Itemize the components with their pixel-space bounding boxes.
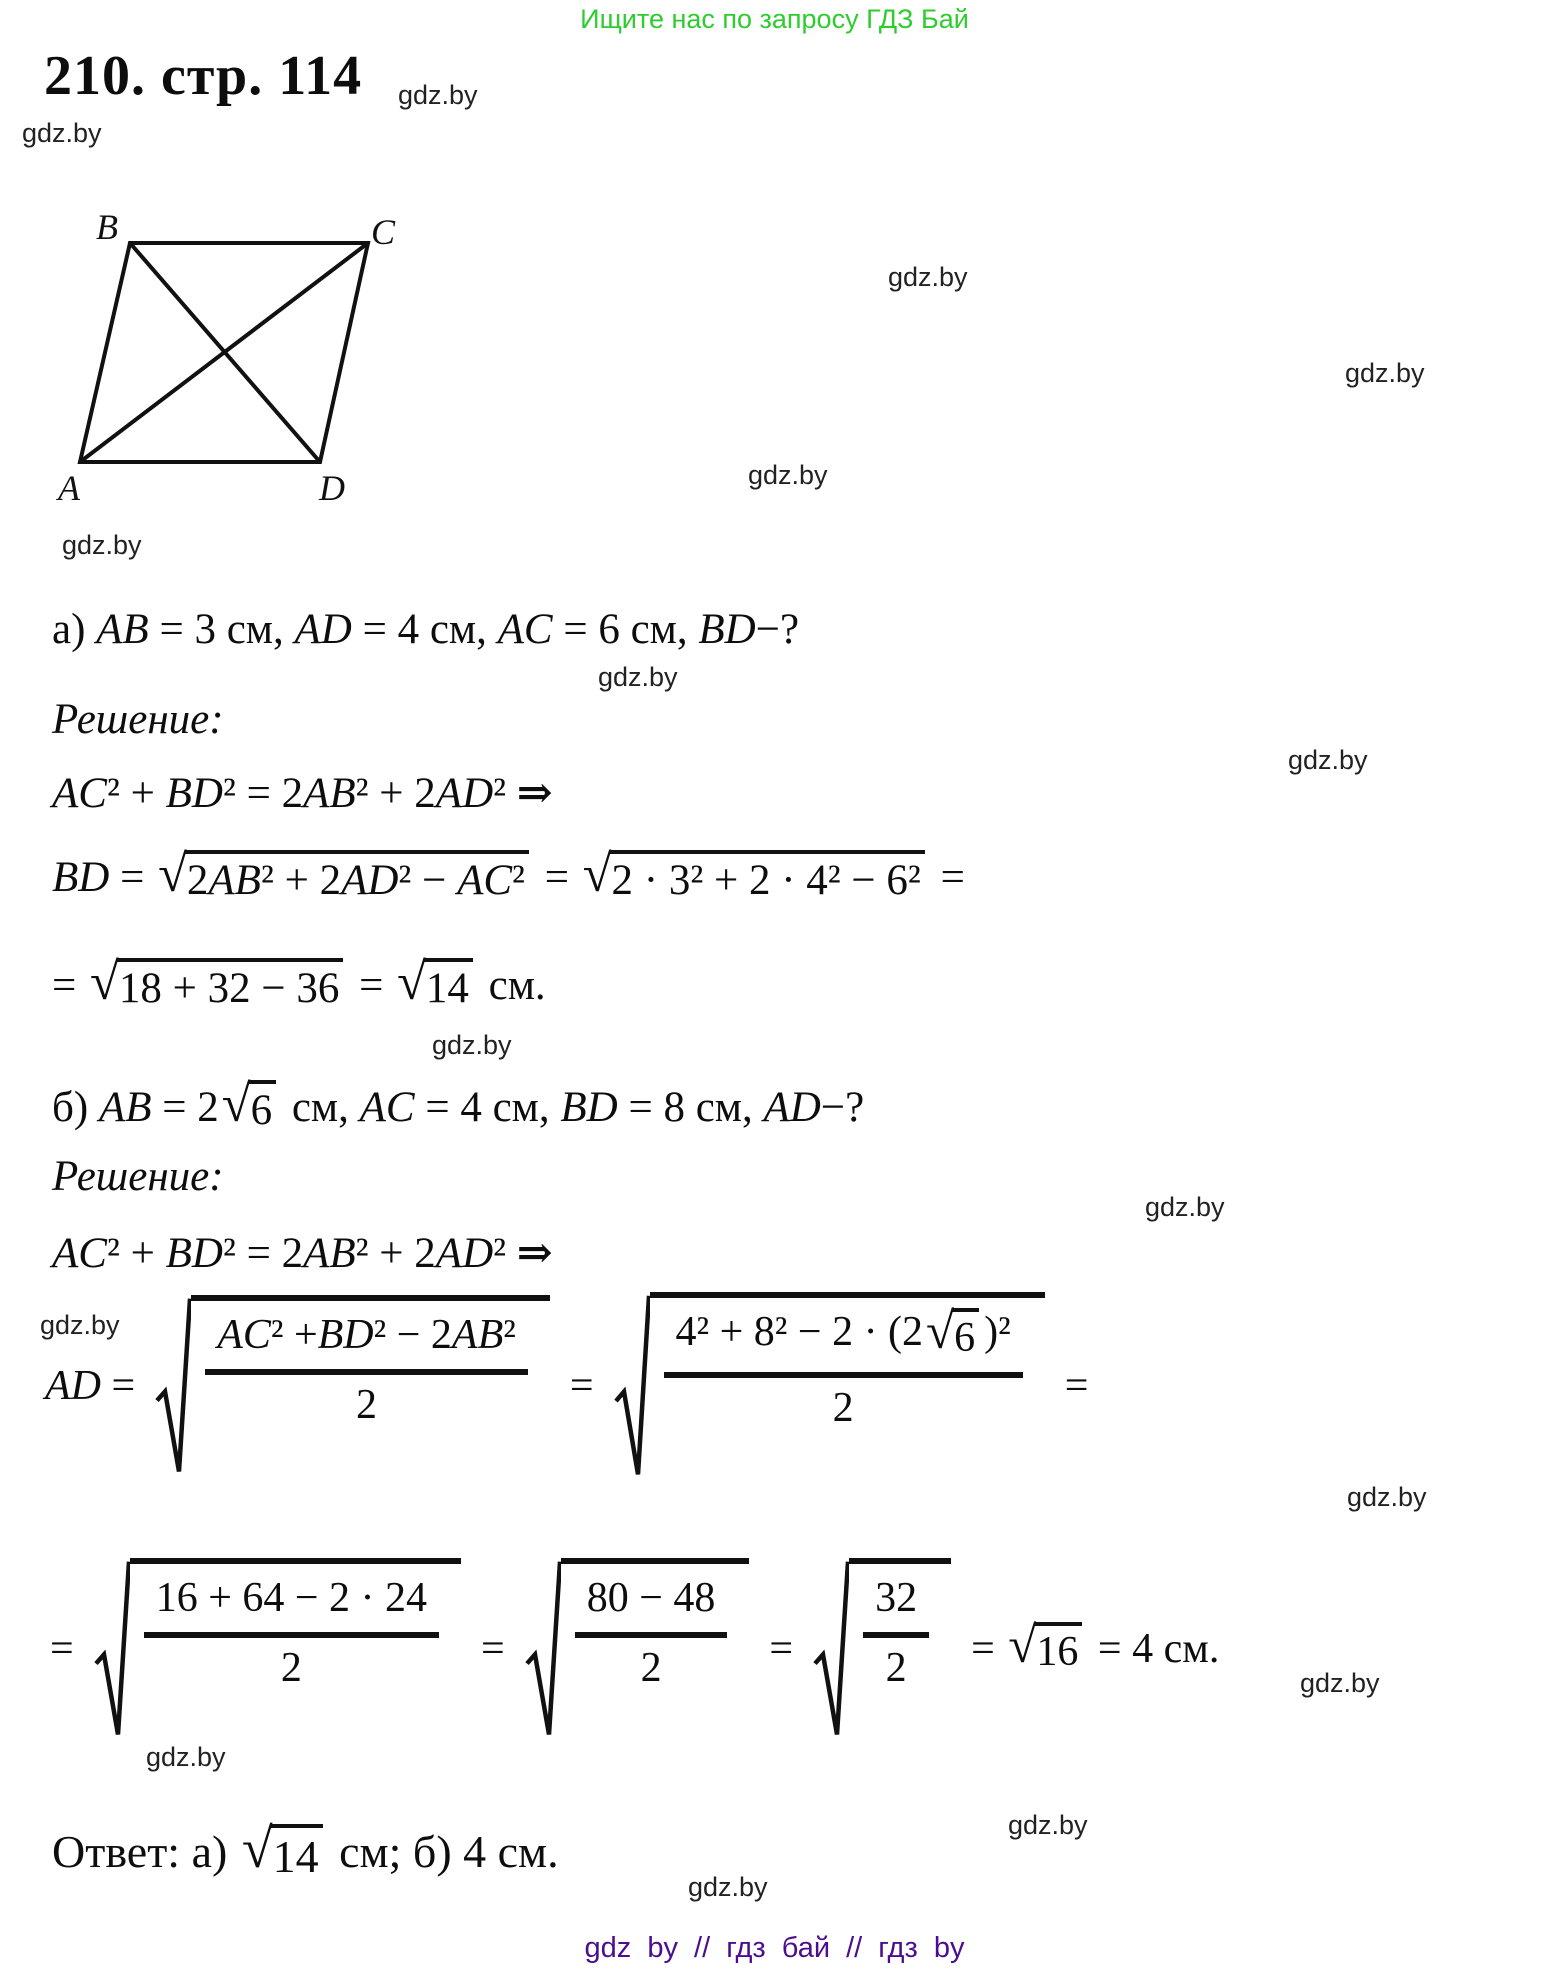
math-text: = 8 см,: [617, 1084, 764, 1131]
sqrt-radical: [926, 1303, 979, 1362]
sqrt-radical: [397, 953, 473, 1013]
math-text: =: [109, 854, 156, 901]
watermark: gdz.by: [598, 662, 678, 692]
math-text: BD: [52, 854, 110, 901]
math-text: AD: [341, 857, 399, 904]
radical-hook: [525, 1558, 561, 1740]
math-text: = 3 см,: [148, 606, 295, 653]
math-text: =: [929, 854, 965, 901]
radical-sign: √: [397, 953, 424, 1011]
math-text: Ответ: а): [52, 1826, 239, 1877]
math-text: AB: [451, 1312, 504, 1358]
math-text: ² +: [106, 1230, 166, 1277]
math-text: =: [101, 1363, 136, 1409]
vertex-label-d: D: [319, 468, 345, 508]
math-text: BD: [165, 1230, 223, 1277]
sqrt-radical: [94, 1558, 461, 1740]
math-text: AD: [45, 1363, 101, 1409]
math-text: = 4 см,: [351, 606, 498, 653]
answer-line: [52, 1818, 559, 1883]
math-text: ²: [493, 770, 517, 817]
math-text: ²: [493, 1230, 517, 1277]
math-text: =: [348, 962, 395, 1009]
equals-sign: =: [769, 1626, 794, 1672]
math-text: 18 + 32 − 36: [118, 965, 340, 1012]
math-text: ²: [503, 1312, 516, 1358]
math-text: AB: [96, 606, 149, 653]
ad-lhs: [45, 1362, 135, 1410]
math-text: см; б) 4 см.: [327, 1826, 559, 1877]
watermark: gdz.by: [688, 1872, 768, 1902]
fraction-denominator: 2: [280, 1645, 302, 1691]
math-text: ² + 2: [355, 1230, 436, 1277]
sqrt-radical: [582, 845, 925, 905]
promo-header: Ищите нас по запросу ГДЗ Бай: [580, 4, 969, 34]
math-text: ² − 2: [373, 1312, 452, 1358]
sqrt-radical: [1008, 1617, 1082, 1676]
math-text: 16: [1036, 1629, 1079, 1675]
ad-formula-row: [45, 1292, 1088, 1480]
sqrt-radical: [813, 1558, 951, 1740]
identity-a-line: [52, 768, 553, 818]
watermark: gdz.by: [1347, 1482, 1427, 1512]
radicand: [117, 958, 344, 1013]
vertex-label-c: C: [370, 212, 396, 252]
math-text: =: [533, 854, 580, 901]
math-text: AC: [217, 1312, 271, 1358]
math-text: AC: [359, 1084, 415, 1131]
fraction-denominator: 2: [356, 1382, 377, 1428]
math-text: ² −: [398, 857, 458, 904]
math-text: AD: [763, 1084, 821, 1131]
math-text: AD: [294, 606, 352, 653]
math-text: б): [52, 1084, 99, 1131]
given-b-line: [52, 1075, 865, 1135]
math-text: = 4 см,: [414, 1084, 561, 1131]
watermark: gdz.by: [146, 1742, 226, 1772]
math-text: ² = 2: [222, 1230, 304, 1277]
fraction-denominator: 2: [832, 1385, 854, 1431]
math-text: AC: [497, 606, 553, 653]
math-text: AC: [457, 857, 513, 904]
watermark: gdz.by: [1300, 1668, 1380, 1698]
radicand: [952, 1308, 979, 1362]
watermark: gdz.by: [1145, 1192, 1225, 1222]
math-text: ² + 2: [355, 770, 436, 817]
math-text: )²: [984, 1309, 1011, 1355]
footer-links: gdz by // гдз бай // гдз by: [584, 1932, 965, 1964]
math-text: 2 · 3² + 2 · 4² − 6²: [611, 857, 921, 904]
math-text: =: [52, 962, 88, 1009]
parallelogram-figure: [55, 195, 465, 515]
given-a-line: [52, 605, 799, 654]
math-text: ² +: [270, 1312, 318, 1358]
fraction-numerator: 16 + 64 − 2 · 24: [155, 1575, 428, 1621]
fraction-denominator: 2: [640, 1645, 662, 1691]
watermark: gdz.by: [40, 1310, 120, 1340]
radical-sign: √: [158, 845, 185, 903]
math-text: −?: [820, 1084, 865, 1131]
math-text: 14: [425, 965, 469, 1012]
ad-continuation-row: [50, 1558, 1219, 1740]
fraction-numerator: 80 − 48: [586, 1575, 716, 1621]
equals-sign: =: [569, 1363, 594, 1409]
radical-sign: √: [926, 1303, 953, 1360]
sqrt-radical: [90, 953, 343, 1013]
math-text: BD: [317, 1312, 374, 1358]
math-text: ²: [512, 857, 525, 904]
math-text: =: [971, 1626, 1006, 1672]
watermark: gdz.by: [1288, 745, 1368, 775]
sqrt-radical: [241, 1818, 323, 1883]
radicand: [185, 850, 529, 905]
radicand: [424, 958, 473, 1013]
radical-hook: [813, 1558, 849, 1740]
page-title: 210. стр. 114: [44, 45, 363, 107]
math-text: AD: [435, 770, 494, 817]
solution-b-label: Решение:: [52, 1153, 224, 1200]
watermark: gdz.by: [62, 530, 142, 560]
radical-sign: √: [582, 845, 610, 903]
math-text: ² +: [106, 770, 166, 817]
math-text: см,: [281, 1084, 360, 1131]
math-text: AB: [98, 1084, 152, 1131]
equals-sign: =: [481, 1626, 505, 1672]
sqrt-radical: [221, 1075, 276, 1135]
watermark: gdz.by: [1008, 1810, 1088, 1840]
math-text: AC: [52, 770, 107, 817]
fraction-numerator: [664, 1303, 1023, 1372]
sqrt-radical: [155, 1295, 550, 1477]
math-text: −?: [755, 606, 800, 653]
bd-result-line: [52, 953, 546, 1013]
math-text: AB: [303, 1230, 356, 1277]
math-text: а): [52, 606, 97, 653]
math-text: = 4 см.: [1087, 1626, 1220, 1672]
math-text: AB: [303, 770, 356, 817]
fraction-denominator: 2: [885, 1645, 907, 1691]
watermark: gdz.by: [432, 1030, 512, 1060]
radical-sign: √: [90, 953, 117, 1011]
radical-sign: √: [241, 1818, 271, 1880]
watermark: gdz.by: [748, 460, 828, 490]
radical-sign: √: [221, 1075, 249, 1133]
vertex-label-a: A: [58, 468, 80, 508]
watermark: gdz.by: [398, 80, 478, 110]
bd-formula-line: [52, 845, 965, 905]
radical-hook: [614, 1292, 650, 1480]
math-text: BD: [560, 1084, 618, 1131]
math-text: AB: [208, 857, 261, 904]
equals-sign: =: [50, 1626, 74, 1672]
math-text: AC: [52, 1230, 107, 1277]
sqrt-radical: [525, 1558, 750, 1740]
radicand: [1034, 1622, 1082, 1676]
math-text: ⇒: [516, 770, 553, 817]
equals-sign: =: [1064, 1363, 1089, 1409]
fraction-numerator: [205, 1311, 528, 1369]
math-text: BD: [165, 770, 223, 817]
vertex-label-b: B: [96, 207, 118, 247]
math-text: ² + 2: [260, 857, 342, 904]
math-text: ⇒: [516, 1230, 553, 1277]
solution-a-label: Решение:: [52, 696, 224, 743]
radicand: [610, 850, 925, 905]
watermark: gdz.by: [888, 262, 968, 292]
radical-hook: [94, 1558, 130, 1740]
math-text: 4² + 8² − 2 · (2: [675, 1309, 924, 1355]
math-text: AD: [435, 1230, 494, 1277]
math-text: = 6 см,: [552, 606, 699, 653]
radicand: [271, 1824, 323, 1883]
radical-hook: [155, 1295, 191, 1477]
math-text: 14: [272, 1831, 319, 1882]
math-text: ² = 2: [222, 770, 304, 817]
sqrt-radical: [158, 845, 529, 905]
radical-sign: √: [1008, 1617, 1035, 1674]
math-text: 6: [250, 1087, 273, 1134]
math-text: = 2: [151, 1084, 219, 1131]
math-text: BD: [698, 606, 756, 653]
math-text: 2: [186, 857, 209, 904]
fraction-numerator: 32: [875, 1575, 918, 1621]
identity-b-line: [52, 1228, 553, 1278]
radicand: [249, 1080, 277, 1135]
math-text: см.: [477, 962, 546, 1009]
watermark: gdz.by: [1345, 358, 1425, 388]
math-text: 6: [954, 1315, 976, 1361]
sqrt-radical: [614, 1292, 1045, 1480]
watermark: gdz.by: [22, 118, 102, 148]
result-tail: [971, 1617, 1220, 1676]
